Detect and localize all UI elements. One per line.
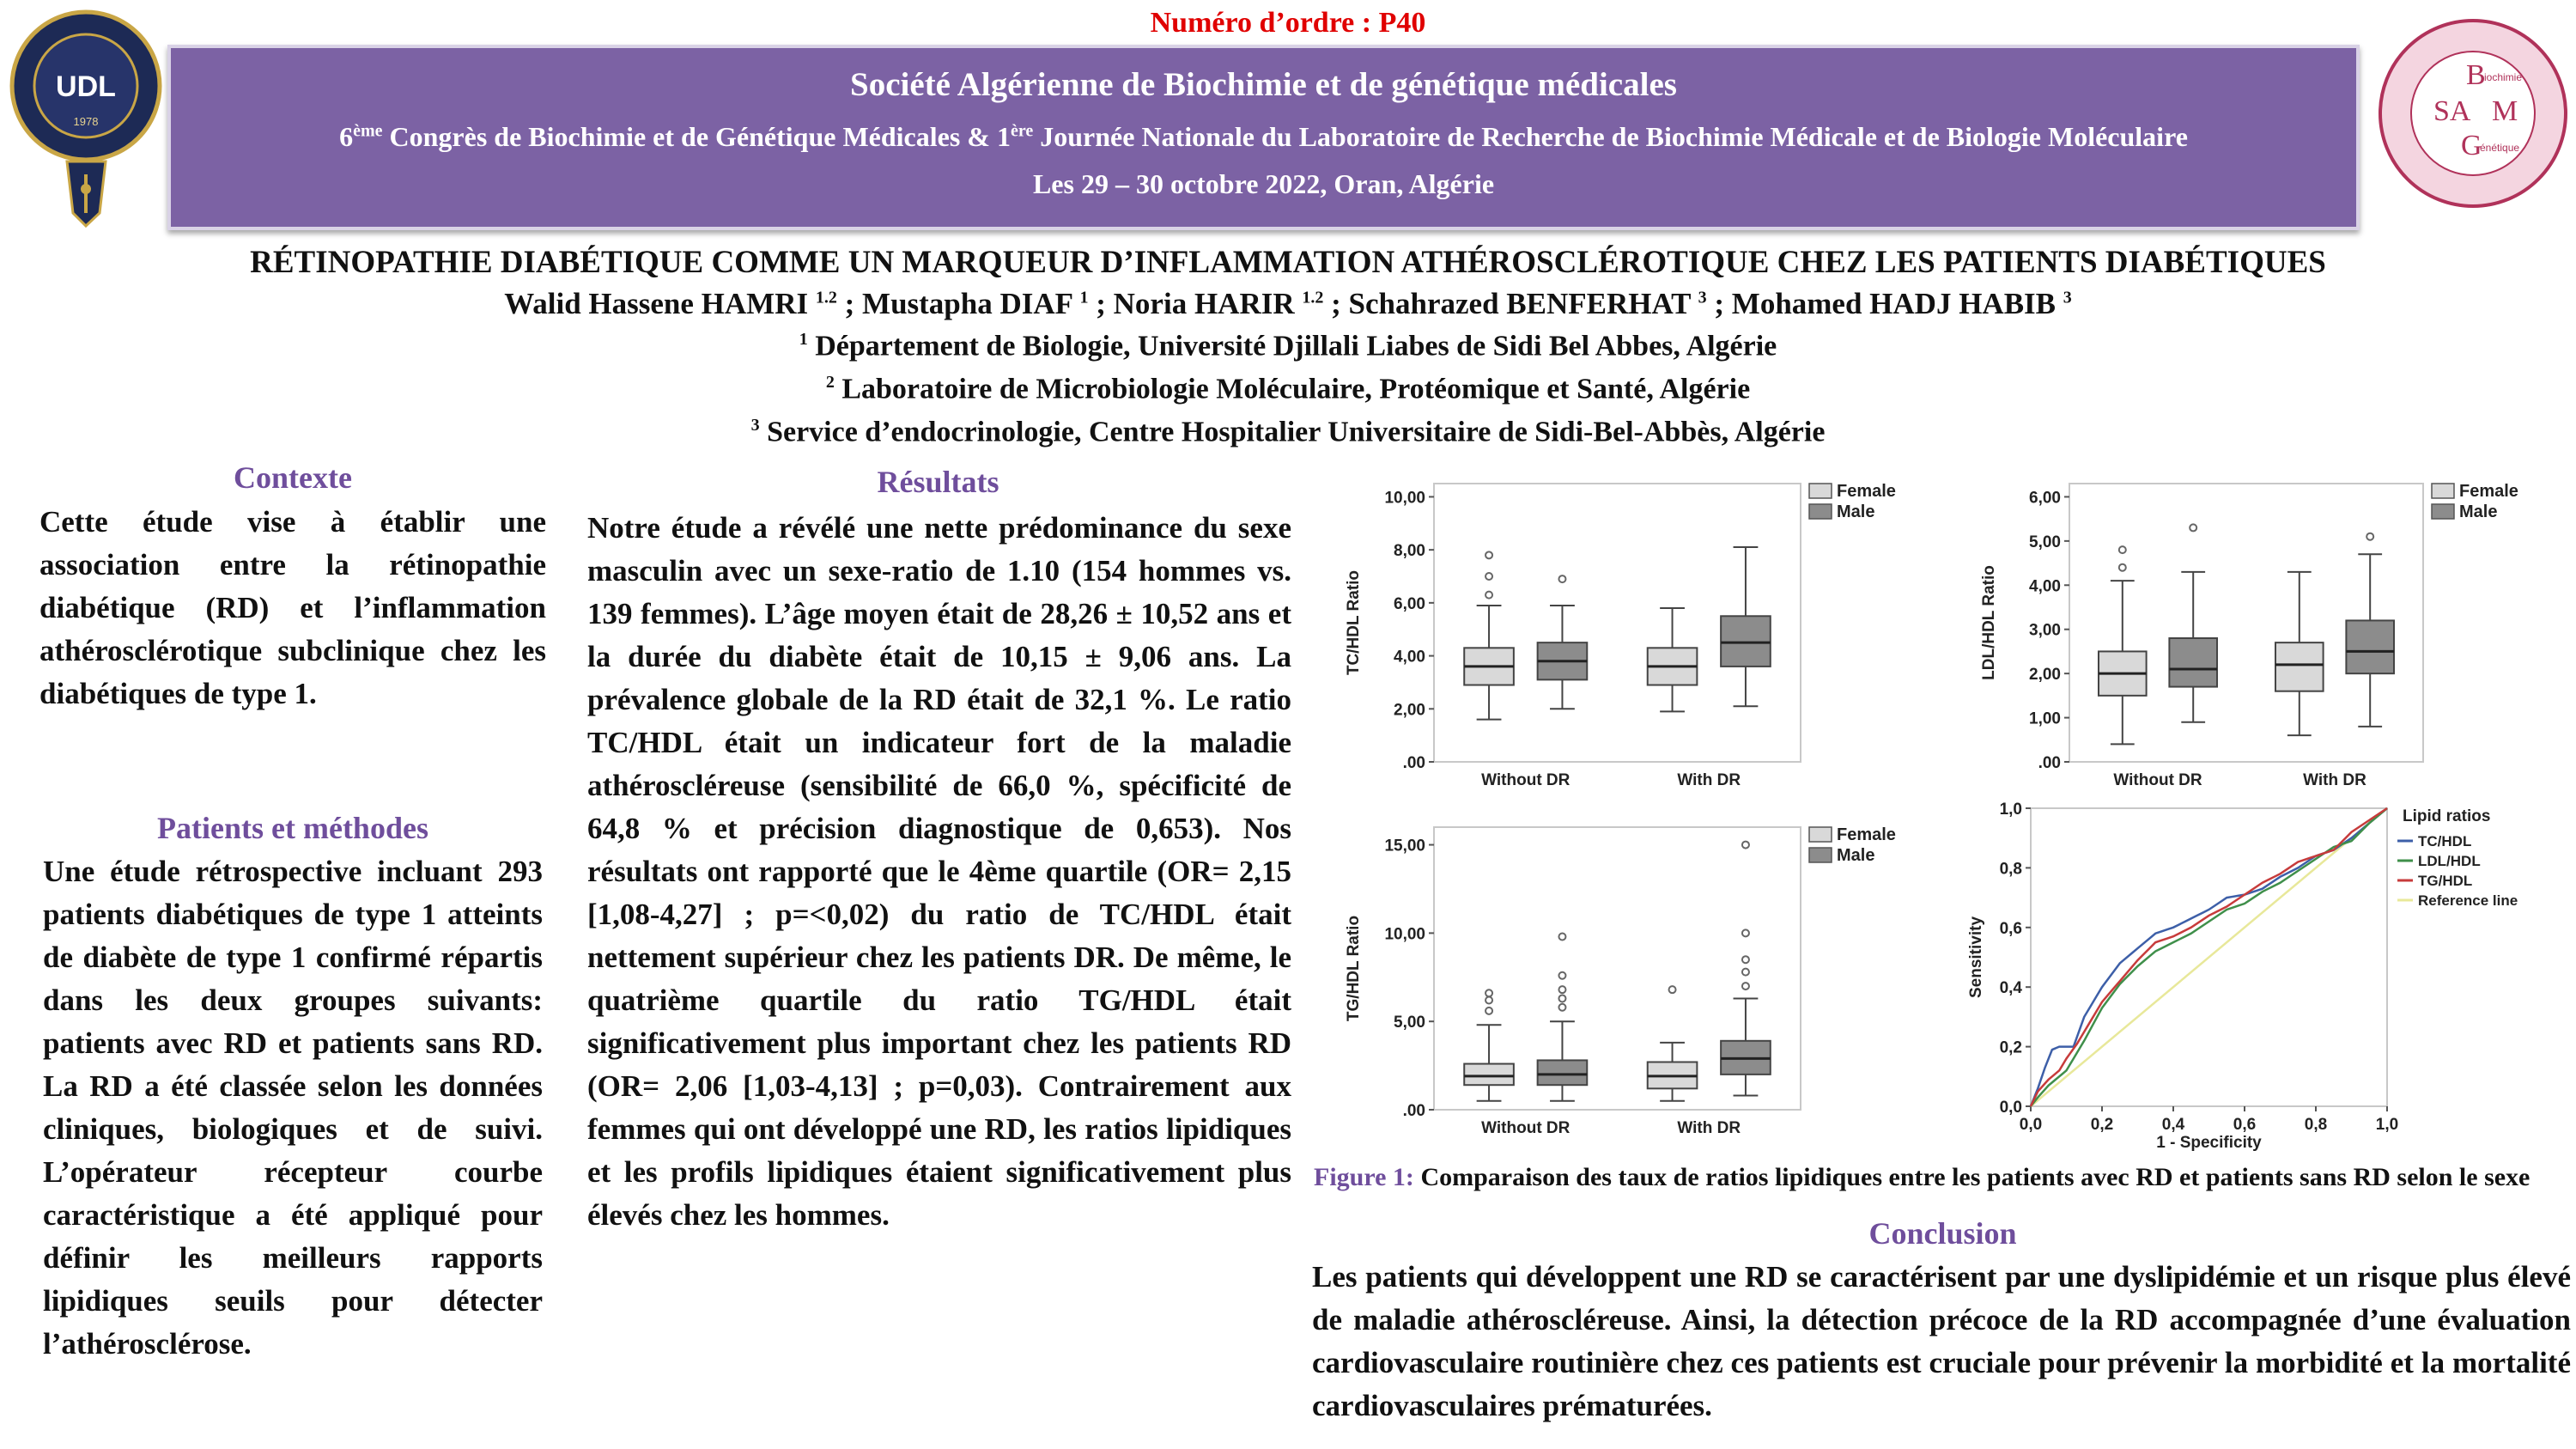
y-tick-label: 5,00 [2029, 533, 2061, 551]
section-title-conclusion: Conclusion [1868, 1216, 2017, 1251]
affiliation: $^3$ Service d’endocrinologie, Centre Hospitalier Universitaire de Sidi-Bel-Abbès, Algérie [750, 416, 1826, 448]
author-list: Walid Hassene HAMRI $^{1.2}$ ; Mustapha DIAF $^1$ ; Noria HARIR $^{1.2}$ ; Schahrazed BENFERHAT $^3$ ; Mohamed HADJ HABIB $^3$ [504, 287, 2072, 320]
outlier-point [1558, 933, 1565, 940]
conclusion-text: Les patients qui développent une RD se caractérisent par une dyslipidémie et un risque plus élevé de maladie athéroscléreuse. Ainsi, la détection précoce de la RD accompagnée d’une évaluation cardiovasculaire routinière chez ces patients est cruciale pour prévenir la morbidité et la mortalité cardiovasculaires prématurées. [1312, 1260, 2571, 1422]
ldl-hdl-boxplot [1953, 460, 2576, 803]
x-tick-label: 0,6 [2233, 1116, 2257, 1134]
y-tick-label: 1,00 [2029, 709, 2061, 728]
outlier-point [1485, 1008, 1492, 1014]
x-tick-label: 0,2 [2090, 1116, 2114, 1134]
box [1464, 1064, 1514, 1086]
poster-title: RÉTINOPATHIE DIABÉTIQUE COMME UN MARQUEUR D’INFLAMMATION ATHÉROSCLÉROTIQUE CHEZ LES PATIENTS DIABÉTIQUES [250, 245, 2326, 280]
contexte-text: Cette étude vise à établir une association entre la rétinopathie diabétique (RD) et l’inflammation athérosclérotique subclinique chez les diabétiques de type 1. [39, 505, 546, 710]
logo-letter-g: G [2461, 130, 2482, 161]
affiliation: $^1$ Département de Biologie, Université Djillali Liabes de Sidi Bel Abbes, Algérie [799, 330, 1777, 362]
resultats-text: Notre étude a révélé une nette prédominance du sexe masculin avec un sexe-ratio de 1.10 (154 hommes vs. 139 femmes). L’âge moyen était de 28,26 ± 10,52 ans et la durée du diabète était de 10,15 ± 9,06 ans. La prévalence globale de la RD était de 32,1 %. Le ratio TC/HDL était un indicateur fort de la maladie athéroscléreuse (sensibilité de 66,0 %, spécificité de 64,8 % et précision diagnostique de 0,653). Nos résultats ont rapporté que le 4ème quartile (OR= 2,15 [1,08-4,27] ; p=<0,02) du ratio de TC/HDL était nettement supérieur chez les patients DR. De même, le quatrième quartile du ratio TG/HDL était significativement plus important chez les patients RD (OR= 2,06 [1,03-4,13] ; p=0,03). Contrairement aux femmes qui ont développé une RD, les ratios lipidiques et les profils lipidiques étaient significativement plus élevés chez les hommes. [587, 511, 1291, 1232]
logo-letter-b: B [2466, 59, 2486, 91]
x-tick-label: Without DR [1481, 771, 1571, 789]
section-title-contexte: Contexte [234, 460, 352, 495]
university-logo [7, 7, 166, 230]
y-tick-label: 10,00 [1384, 925, 1425, 944]
author-name: Mustapha DIAF [862, 287, 1072, 320]
section-title-methodes: Patients et méthodes [157, 811, 428, 845]
legend-swatch [2432, 484, 2454, 498]
legend-label: Female [2459, 482, 2518, 501]
legend-label: TG/HDL [2418, 873, 2473, 889]
roc-curve-chart [1953, 795, 2576, 1151]
y-axis-label: TG/HDL Ratio [1345, 915, 1363, 1022]
outlier-point [1485, 573, 1492, 580]
x-tick-label: With DR [1677, 1119, 1741, 1137]
figure-label: Figure 1: [1314, 1163, 1414, 1191]
legend-swatch [2432, 504, 2454, 519]
author-name: Noria HARIR [1113, 287, 1295, 320]
y-tick-label: 0,8 [1999, 860, 2022, 879]
affiliation: $^2$ Laboratoire de Microbiologie Moléculaire, Protéomique et Santé, Algérie [825, 373, 1751, 405]
outlier-point [1558, 575, 1565, 582]
legend-label: Female [1837, 482, 1896, 501]
y-tick-label: 10,00 [1384, 489, 1425, 508]
y-tick-label: 6,00 [1394, 594, 1425, 613]
outlier-point [1485, 592, 1492, 599]
outlier-point [1742, 929, 1749, 936]
methodes-text: Une étude rétrospective incluant 293 patients diabétiques de type 1 atteints de diabète de type 1 confirmé répartis dans les deux groupes suivants: patients avec RD et patients sans RD. La RD a été classée selon les données cliniques, biologiques et de suivi. L’opérateur récepteur courbe caractéristique a été appliqué pour définir les meilleurs rapports lipidiques seuils pour détecter l’athérosclérose. [43, 855, 543, 1361]
y-tick-label: 0,2 [1999, 1038, 2022, 1057]
outlier-point [2119, 546, 2126, 553]
y-axis-label: Sensitivity [1967, 916, 1985, 999]
outlier-point [2119, 564, 2126, 571]
y-tick-label: 6,00 [2029, 489, 2061, 508]
legend-label: TC/HDL [2418, 833, 2472, 849]
y-tick-label: .00 [1402, 754, 1425, 772]
author-name: Walid Hassene HAMRI [504, 287, 809, 320]
legend-swatch [1809, 827, 1832, 842]
y-axis-label: LDL/HDL Ratio [1980, 565, 1998, 680]
author-name: Schahrazed BENFERHAT [1348, 287, 1698, 320]
outlier-point [1742, 969, 1749, 976]
congress-banner [167, 45, 2360, 230]
outlier-point [1485, 551, 1492, 558]
x-tick-label: With DR [1677, 771, 1741, 789]
y-tick-label: 0,4 [1999, 979, 2022, 998]
y-tick-label: 5,00 [1394, 1014, 1425, 1032]
tc-hdl-boxplot [1318, 460, 1953, 803]
y-tick-label: 15,00 [1384, 837, 1425, 855]
legend-label: Male [2459, 502, 2498, 521]
x-tick-label: With DR [2303, 771, 2366, 789]
outlier-point [1485, 997, 1492, 1004]
box [2169, 638, 2217, 687]
logo-letter-sa: SA [2433, 95, 2471, 127]
box [2275, 642, 2324, 691]
legend-label: Male [1837, 846, 1875, 865]
section-title-resultats: Résultats [877, 465, 999, 499]
y-tick-label: 0,0 [1999, 1099, 2022, 1117]
congress-line: 6ème Congrès de Biochimie et de Génétique Médicales & 1ère Journée Nationale du Laboratoire de Recherche de Biochimie Médicale et de Biologie Moléculaire [339, 121, 2188, 152]
y-tick-label: 3,00 [2029, 621, 2061, 640]
box [1538, 1060, 1588, 1085]
x-tick-label: 0,4 [2161, 1116, 2185, 1134]
legend-label: Reference line [2418, 892, 2518, 909]
order-number: Numéro d’ordre : P40 [1150, 7, 1426, 39]
x-tick-label: Without DR [1481, 1119, 1571, 1137]
outlier-point [1558, 995, 1565, 1002]
logo-letter-m: M [2492, 95, 2518, 127]
y-tick-label: 0,6 [1999, 919, 2022, 938]
y-tick-label: .00 [1402, 1102, 1425, 1120]
author-name: Mohamed HADJ HABIB [1731, 287, 2057, 320]
outlier-point [1558, 1004, 1565, 1011]
logo-small-g: énétique [2480, 142, 2520, 154]
outlier-point [2190, 524, 2196, 531]
outlier-point [1485, 989, 1492, 996]
legend-label: Male [1837, 502, 1875, 521]
y-tick-label: 4,00 [1394, 648, 1425, 667]
outlier-point [1742, 956, 1749, 963]
logo-year: 1978 [73, 115, 99, 128]
box [2346, 620, 2394, 673]
congress-dates: Les 29 – 30 octobre 2022, Oran, Algérie [1032, 168, 1495, 199]
society-name: Société Algérienne de Biochimie et de génétique médicales [850, 66, 1677, 103]
x-tick-label: 1,0 [2375, 1116, 2399, 1134]
outlier-point [1669, 986, 1676, 993]
y-tick-label: 2,00 [1394, 701, 1425, 720]
y-tick-label: 1,0 [1999, 801, 2022, 819]
x-tick-label: 0,0 [2019, 1116, 2043, 1134]
legend-swatch [1809, 848, 1832, 862]
tg-hdl-boxplot [1318, 803, 1953, 1151]
x-tick-label: 0,8 [2304, 1116, 2328, 1134]
logo-small-b: iochimie [2484, 71, 2523, 83]
y-tick-label: 8,00 [1394, 542, 1425, 561]
y-tick-label: 4,00 [2029, 577, 2061, 596]
x-axis-label: 1 - Specificity [2156, 1134, 2262, 1151]
logo-monogram: UDL [56, 70, 116, 103]
outlier-point [1742, 842, 1749, 849]
outlier-point [1558, 972, 1565, 979]
figure-caption: Figure 1: Comparaison des taux de ratios lipidiques entre les patients avec RD et patients sans RD selon le sexe [1314, 1163, 2530, 1191]
legend-swatch [1809, 504, 1832, 519]
legend-label: Female [1837, 825, 1896, 844]
outlier-point [1742, 983, 1749, 989]
outlier-point [2366, 533, 2373, 540]
y-tick-label: .00 [2038, 754, 2061, 772]
legend-title: Lipid ratios [2403, 807, 2491, 825]
outlier-point [1558, 986, 1565, 993]
box [1721, 616, 1771, 667]
x-tick-label: Without DR [2113, 771, 2202, 789]
legend-swatch [1809, 484, 1832, 498]
society-logo [2372, 10, 2573, 221]
y-tick-label: 2,00 [2029, 666, 2061, 685]
legend-label: LDL/HDL [2418, 853, 2481, 869]
y-axis-label: TC/HDL Ratio [1345, 569, 1363, 676]
